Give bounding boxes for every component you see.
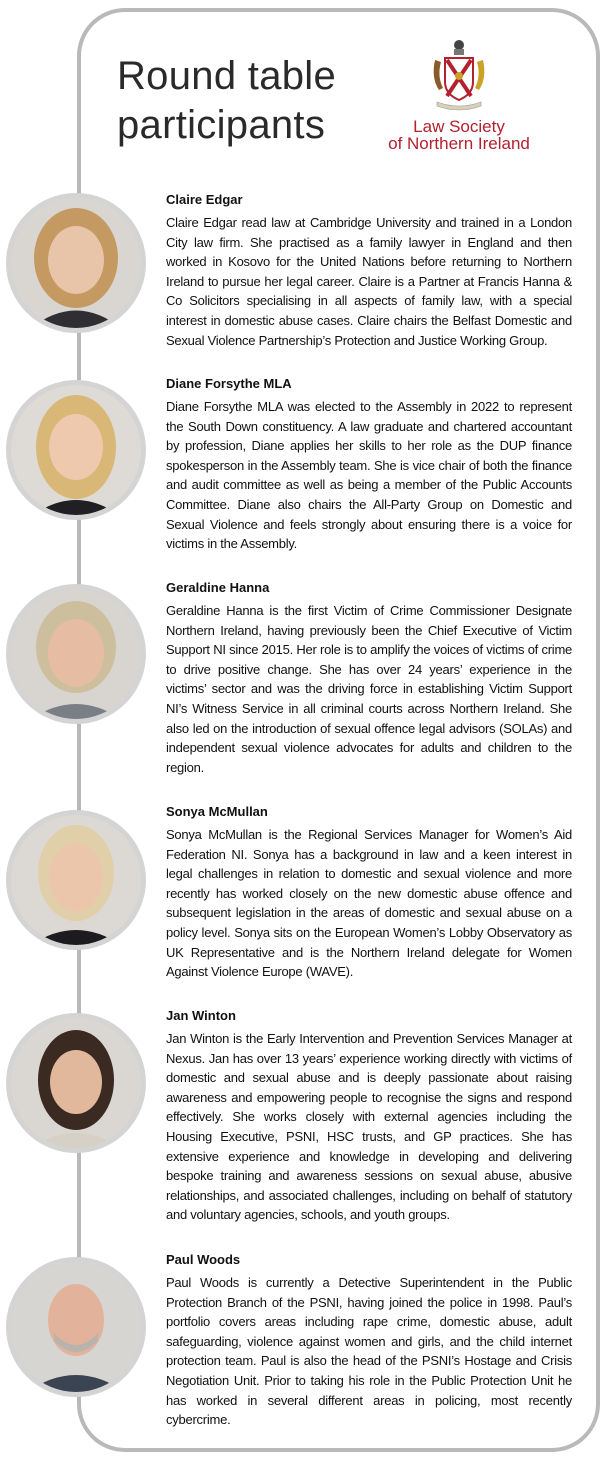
portrait-icon — [11, 589, 141, 719]
portrait-icon — [11, 198, 141, 328]
title-line-2: participants — [117, 103, 326, 147]
participant-bio-1 — [166, 191, 572, 350]
portrait-icon — [11, 815, 141, 945]
portrait-icon — [11, 1018, 141, 1148]
participant-photo-4 — [6, 810, 146, 950]
participant-name: Paul Woods — [166, 1252, 241, 1267]
participant-name: Jan Winton — [166, 1008, 236, 1023]
participant-bio-4 — [166, 803, 572, 982]
participant-photo-1 — [6, 193, 146, 333]
participant-bio-3 — [166, 579, 572, 777]
participant-description: Diane Forsythe MLA was elected to the Assembly in 2022 to represent the South Down constituency. A law graduate and chartered accountant by profession, Diane applies her skills to her role as the DUP finance spokesperson in the Assembly team. She is vice chair of both the finance and audit committee as well as being a member of the Public Accounts Committee. Diane also chairs the All-Party Group on Domestic and Sexual Violence and feels strongly about ensuring there is a voice for victims in the Assembly. — [166, 399, 572, 552]
law-society-logo — [378, 38, 540, 162]
title-line-1: Round table — [117, 54, 337, 98]
coat-of-arms-icon — [429, 38, 489, 118]
portrait-icon — [11, 1262, 141, 1392]
participant-photo-2 — [6, 380, 146, 520]
participant-bio-5 — [166, 1007, 572, 1225]
page-title — [117, 52, 336, 150]
participant-name: Geraldine Hanna — [166, 580, 270, 595]
participant-description: Geraldine Hanna is the first Victim of Crime Commissioner Designate Northern Ireland, having previously been the Chief Executive of Victim Support NI since 2015. Her role is to amplify the voices of victims of crime to drive positive change. She has over 24 years’ experience in the victims’ sector and was the driving force in establishing Victim Support NI’s Witness Service in all criminal courts across Northern Ireland. She also led on the introduction of sexual offence legal advisors (SOLAs) and independent sexual violence advocates for adults and children to the region. — [166, 603, 572, 775]
participant-photo-5 — [6, 1013, 146, 1153]
participant-photo-6 — [6, 1257, 146, 1397]
participant-name: Claire Edgar — [166, 192, 243, 207]
participant-description: Paul Woods is currently a Detective Superintendent in the Public Protection Branch of the PSNI, having joined the police in 1998. Paul’s portfolio covers areas including rape crime, domestic abuse, adult safeguarding, violence against women and girls, and the child internet protection team. Paul is also the head of the PSNI’s Hostage and Crisis Negotiation Unit. Prior to taking his role in the Public Protection Unit he has worked in several different areas in policing, most recently cybercrime. — [166, 1275, 572, 1428]
participant-description: Sonya McMullan is the Regional Services Manager for Women’s Aid Federation NI. Sonya has a background in law and a keen interest in legal challenges in relation to domestic and sexual violence and more recently has worked closely on the new domestic abuse offence and subsequent legislation in the areas of domestic and sexual abuse on a policy level. Sonya sits on the European Women’s Lobby Observatory as UK Representative and is the Northern Ireland delegate for Women Against Violence Europe (WAVE). — [166, 827, 572, 980]
participant-photo-3 — [6, 584, 146, 724]
participant-name: Diane Forsythe MLA — [166, 376, 292, 391]
participant-description: Claire Edgar read law at Cambridge University and trained in a London City law firm. She practised as a family lawyer in England and then worked in Kosovo for the United Nations before returning to Northern Ireland to pursue her legal career. Claire is a Partner at Francis Hanna & Co Solicitors specialising in all aspects of family law, with a special interest in domestic abuse cases. Claire chairs the Belfast Domestic and Sexual Violence Partnership’s Protection and Justice Working Group. — [166, 215, 572, 348]
participant-bio-2 — [166, 375, 572, 554]
logo-line-1: Law Society — [413, 117, 505, 136]
participant-bio-6 — [166, 1251, 572, 1430]
logo-line-2: of Northern Ireland — [388, 134, 530, 153]
participant-description: Jan Winton is the Early Intervention and Prevention Services Manager at Nexus. Jan has over 13 years’ experience working directly with victims of domestic and sexual abuse and is deeply passionate about raising awareness and empowering people to recognise the signs and respond effectively. She works closely with external agencies including the Housing Executive, PSNI, HSC trusts, and GP practices. She has extensive experience and knowledge in developing and delivering bespoke training and awareness sessions on sexual abuse, abusive relationships, and associated challenges, including on behalf of statutory and voluntary agencies, schools, and youth groups. — [166, 1031, 572, 1223]
portrait-icon — [11, 385, 141, 515]
participant-name: Sonya McMullan — [166, 804, 268, 819]
